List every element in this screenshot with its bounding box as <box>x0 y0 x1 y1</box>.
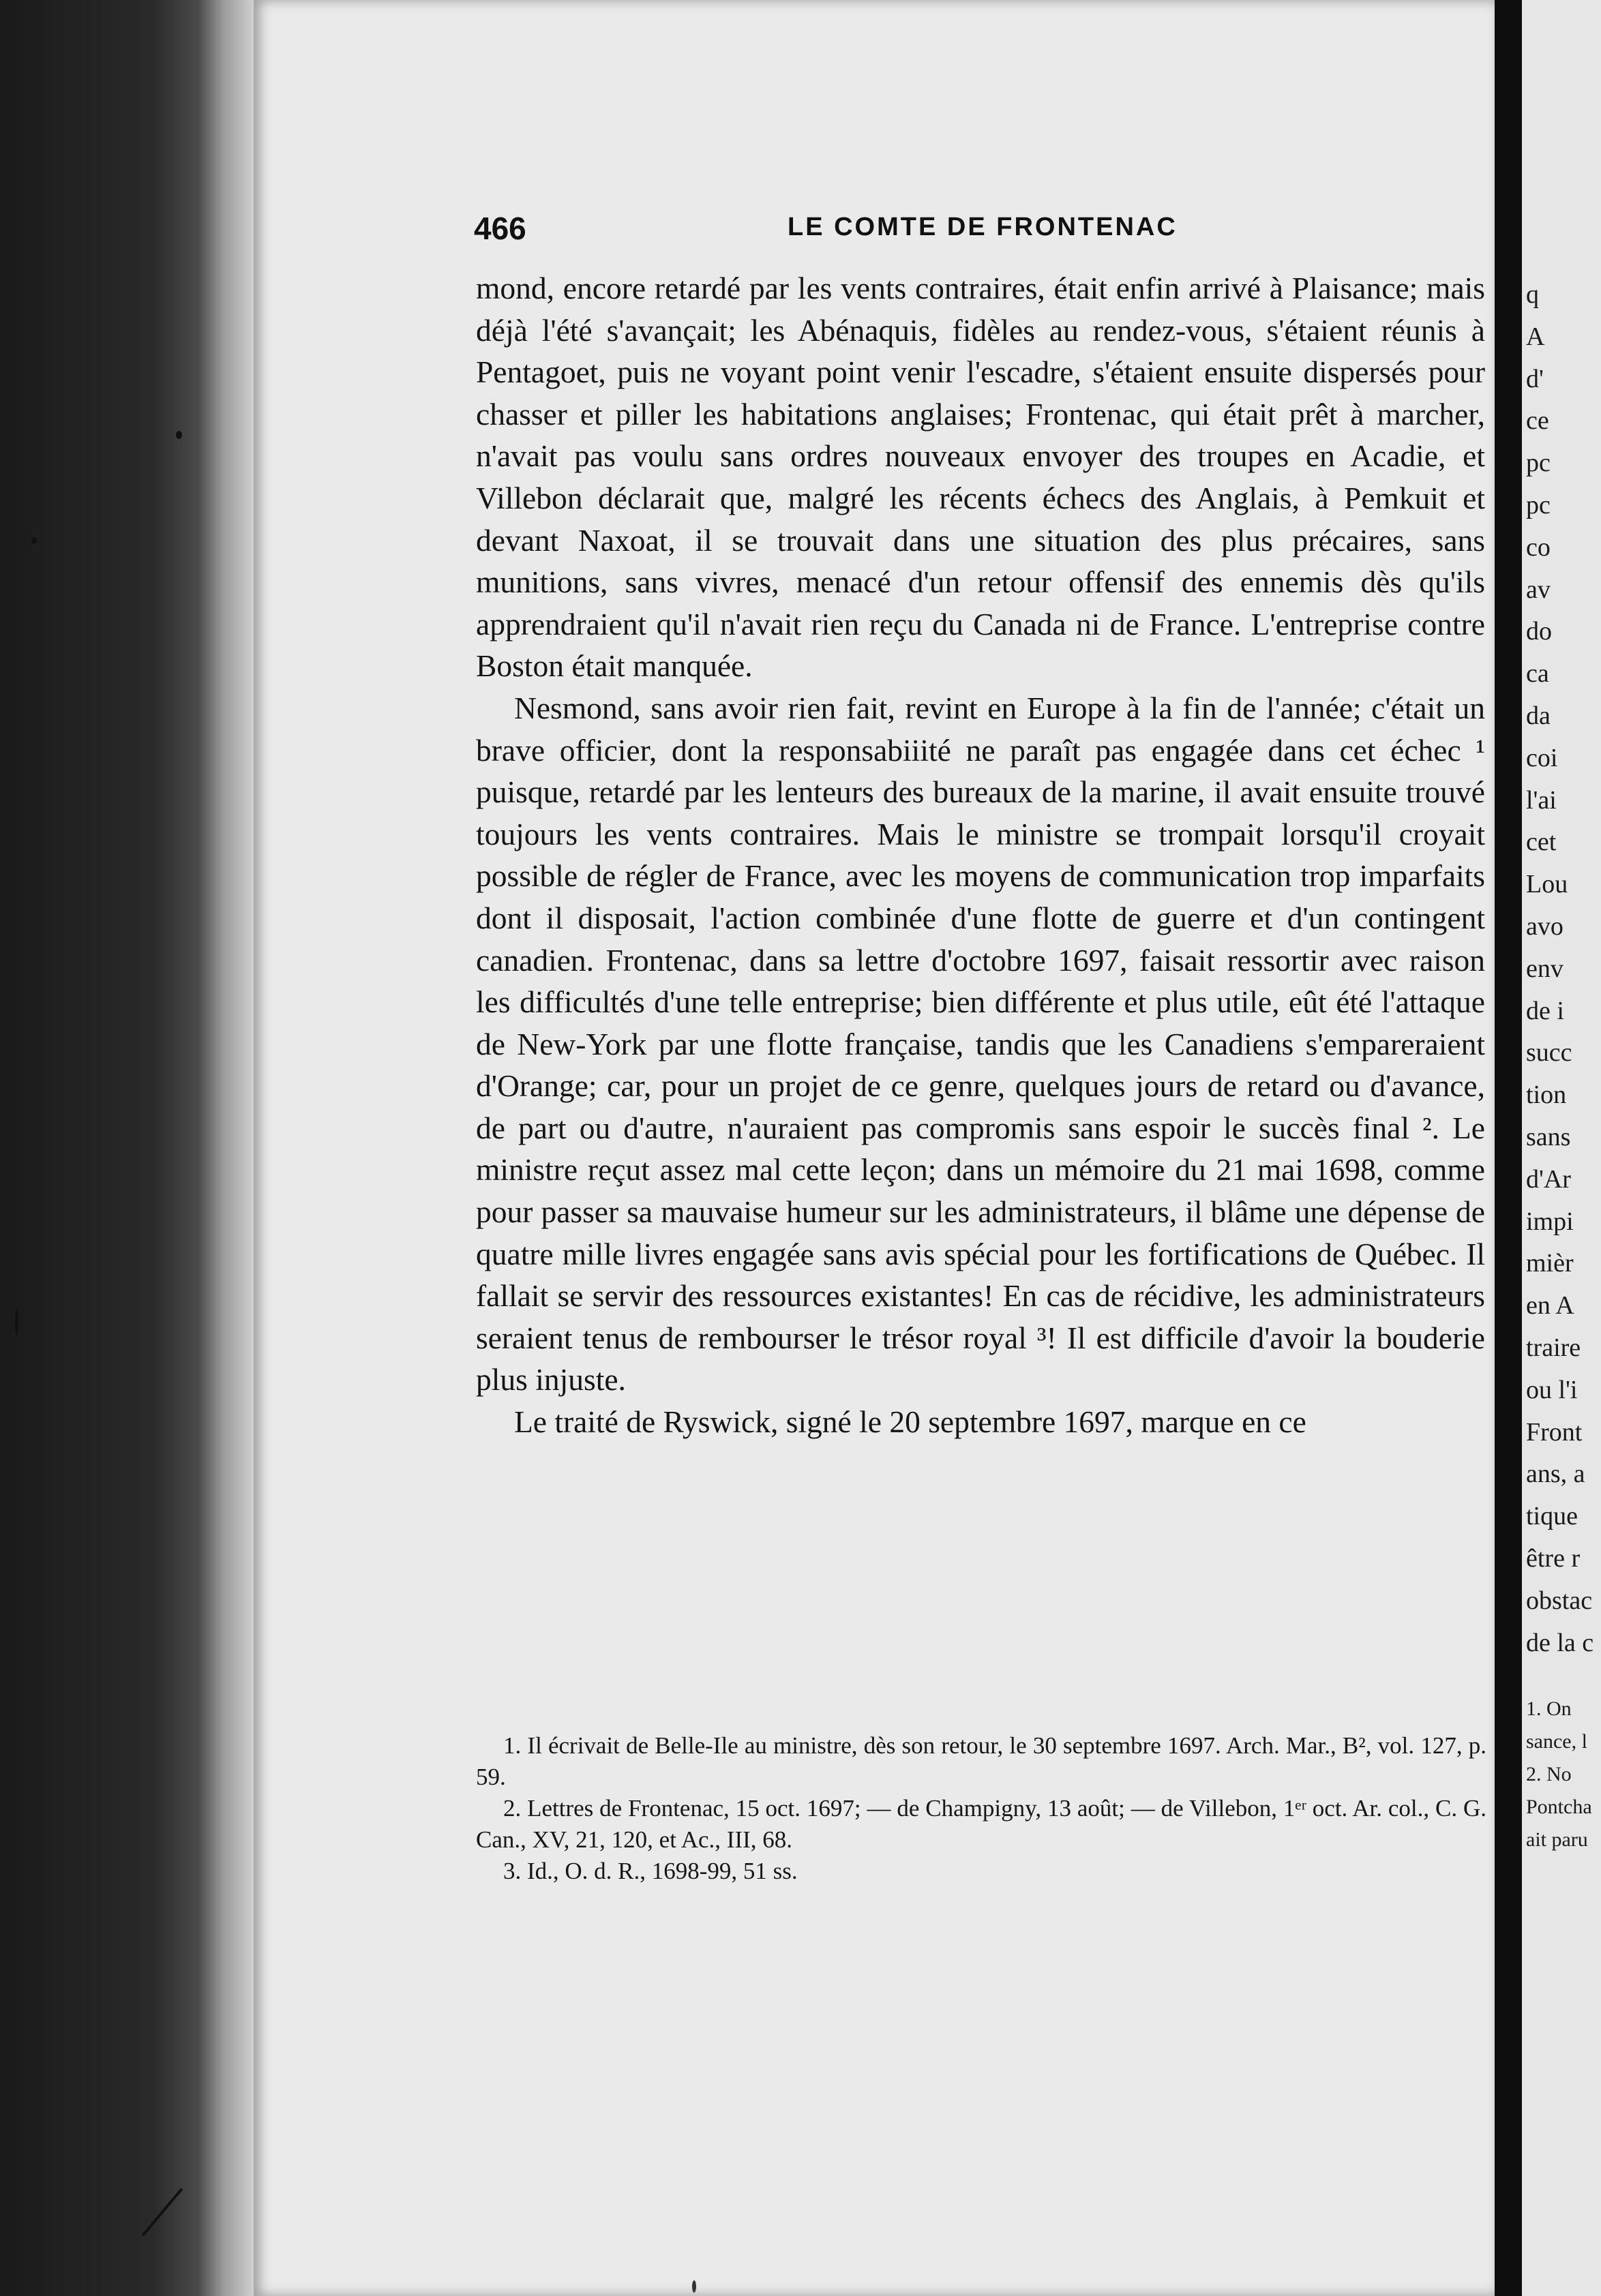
adjacent-page-fragment: impi <box>1526 1207 1574 1236</box>
adjacent-page-fragment: Front <box>1526 1417 1583 1447</box>
adjacent-page-fragment: l'ai <box>1526 785 1557 815</box>
adjacent-page-fragment: d' <box>1526 364 1544 393</box>
ink-mark <box>176 431 182 439</box>
adjacent-page-fragment: da <box>1526 701 1551 730</box>
adjacent-page-footnote-fragment: 1. On <box>1526 1697 1572 1720</box>
adjacent-page-fragment: ce <box>1526 406 1549 436</box>
paragraph-3: Le traité de Ryswick, signé le 20 septembre 1697, marque en ce <box>514 1404 1306 1440</box>
adjacent-page-fragment: mièr <box>1526 1249 1574 1278</box>
paragraph-1: mond, encore retardé par les vents contraires, était enfin arrivé à Plaisance; mais déjà l'été s'avançait; les Abénaquis, fidèles au rendez-vous, s'étaient réunis à Pentagoet, puis ne voyant point venir l'escadre, s'étaient ensuite dispersés pour chasser et piller les habitations anglaises; Frontenac, qui était prêt à marcher, n'avait pas voulu sans ordres nouveaux envoyer des troupes en Acadie, et Villebon déclarait que, malgré les récents échecs des Anglais, à Pemkuit et devant Naxoat, il se trouvait dans une situation des plus précaires, sans munitions, sans vivres, menacé d'un retour offensif des ennemis dès qu'ils apprendraient qu'il n'avait rien reçu du Canada ni de France. L'entreprise contre Boston était manquée. <box>476 271 1485 684</box>
adjacent-page-fragment: Lou <box>1526 870 1568 899</box>
adjacent-page-edge <box>1522 0 1601 2296</box>
adjacent-page-fragment: pc <box>1526 449 1551 478</box>
adjacent-page-fragment: en A <box>1526 1291 1574 1320</box>
footnote-2: 2. Lettres de Frontenac, 15 oct. 1697; — de Champigny, 13 août; — de Villebon, 1ᵉʳ oct. Ar. col., C. G. Can., XV, 21, 120, et Ac., III, 68. <box>476 1795 1486 1853</box>
adjacent-page-fragment: sans <box>1526 1123 1571 1151</box>
running-title: LE COMTE DE FRONTENAC <box>788 213 1178 241</box>
footnotes <box>476 1730 1486 1887</box>
adjacent-page-fragment: pc <box>1526 491 1551 519</box>
adjacent-page-fragment: obstac <box>1526 1586 1593 1615</box>
adjacent-page-fragment: A <box>1526 322 1545 351</box>
adjacent-page-fragment: tion <box>1526 1081 1567 1110</box>
ink-mark <box>692 2280 696 2293</box>
adjacent-page-fragment: avo <box>1526 912 1563 941</box>
page-number: 466 <box>474 211 526 246</box>
adjacent-page-fragment: ou l'i <box>1526 1375 1578 1404</box>
book-spine-shadow <box>0 0 254 2296</box>
adjacent-page-fragment: succ <box>1526 1038 1572 1068</box>
adjacent-page-fragment: d'Ar <box>1526 1164 1571 1194</box>
adjacent-page-footnote-fragment: ait paru <box>1526 1828 1588 1851</box>
running-head <box>474 210 1486 248</box>
adjacent-page-fragment: co <box>1526 532 1551 562</box>
adjacent-page-fragment: env <box>1526 954 1563 983</box>
footnote-3: 3. Id., O. d. R., 1698-99, 51 ss. <box>503 1858 798 1884</box>
adjacent-page-footnote-fragment: sance, l <box>1526 1730 1587 1753</box>
adjacent-page-fragment: de i <box>1526 996 1564 1025</box>
page-gutter <box>1495 0 1522 2296</box>
adjacent-page-fragment: traire <box>1526 1333 1581 1362</box>
adjacent-page-fragment: q <box>1526 280 1539 309</box>
adjacent-page-fragment: ans, a <box>1526 1460 1585 1489</box>
main-text <box>476 267 1485 1443</box>
ink-mark <box>15 1309 18 1336</box>
adjacent-page-fragment: av <box>1526 575 1551 604</box>
footnote-1: 1. Il écrivait de Belle-Ile au ministre, dès son retour, le 30 septembre 1697. Arch. Mar., B², vol. 127, p. 59. <box>476 1732 1486 1790</box>
adjacent-page-footnote-fragment: Pontcha <box>1526 1796 1592 1818</box>
adjacent-page-fragment: do <box>1526 617 1552 646</box>
adjacent-page-fragment: être r <box>1526 1544 1581 1573</box>
adjacent-page-fragment: ca <box>1526 659 1549 689</box>
ink-mark <box>31 537 37 544</box>
adjacent-page-fragment: de la c <box>1526 1628 1594 1657</box>
adjacent-page-fragment: coi <box>1526 743 1558 772</box>
paragraph-2: Nesmond, sans avoir rien fait, revint en Europe à la fin de l'année; c'était un brave officier, dont la responsabiiité ne paraît pas engagée dans cet échec ¹ puisque, retardé par les lenteurs des bureaux de la marine, il avait ensuite trouvé toujours les vents contraires. Mais le ministre se trompait lorsqu'il croyait possible de régler de France, avec les moyens de communication trop imparfaits dont il disposait, l'action combinée d'une flotte de guerre et d'un contingent canadien. Frontenac, dans sa lettre d'octobre 1697, faisait ressortir avec raison les difficultés d'une telle entreprise; bien différente et plus utile, eût été l'attaque de New-York par une flotte française, tandis que les Canadiens s'empareraient d'Orange; car, pour un projet de ce genre, quelques jours de retard ou d'avance, de part ou d'autre, n'auraient pas compromis sans espoir le succès final ². Le ministre reçut assez mal cette leçon; dans un mémoire du 21 mai 1698, comme pour passer sa mauvaise humeur sur les administrateurs, il blâme une dépense de quatre mille livres engagée sans avis spécial pour les fortifications de Québec. Il fallait se servir des ressources existantes! En cas de récidive, les administrateurs seraient tenus de rembourser le trésor royal ³! Il est difficile d'avoir la bouderie plus injuste. <box>476 690 1485 1398</box>
adjacent-page-footnote-fragment: 2. No <box>1526 1763 1572 1785</box>
adjacent-page-fragment: cet <box>1526 828 1557 857</box>
adjacent-page-fragment: tique <box>1526 1502 1578 1531</box>
